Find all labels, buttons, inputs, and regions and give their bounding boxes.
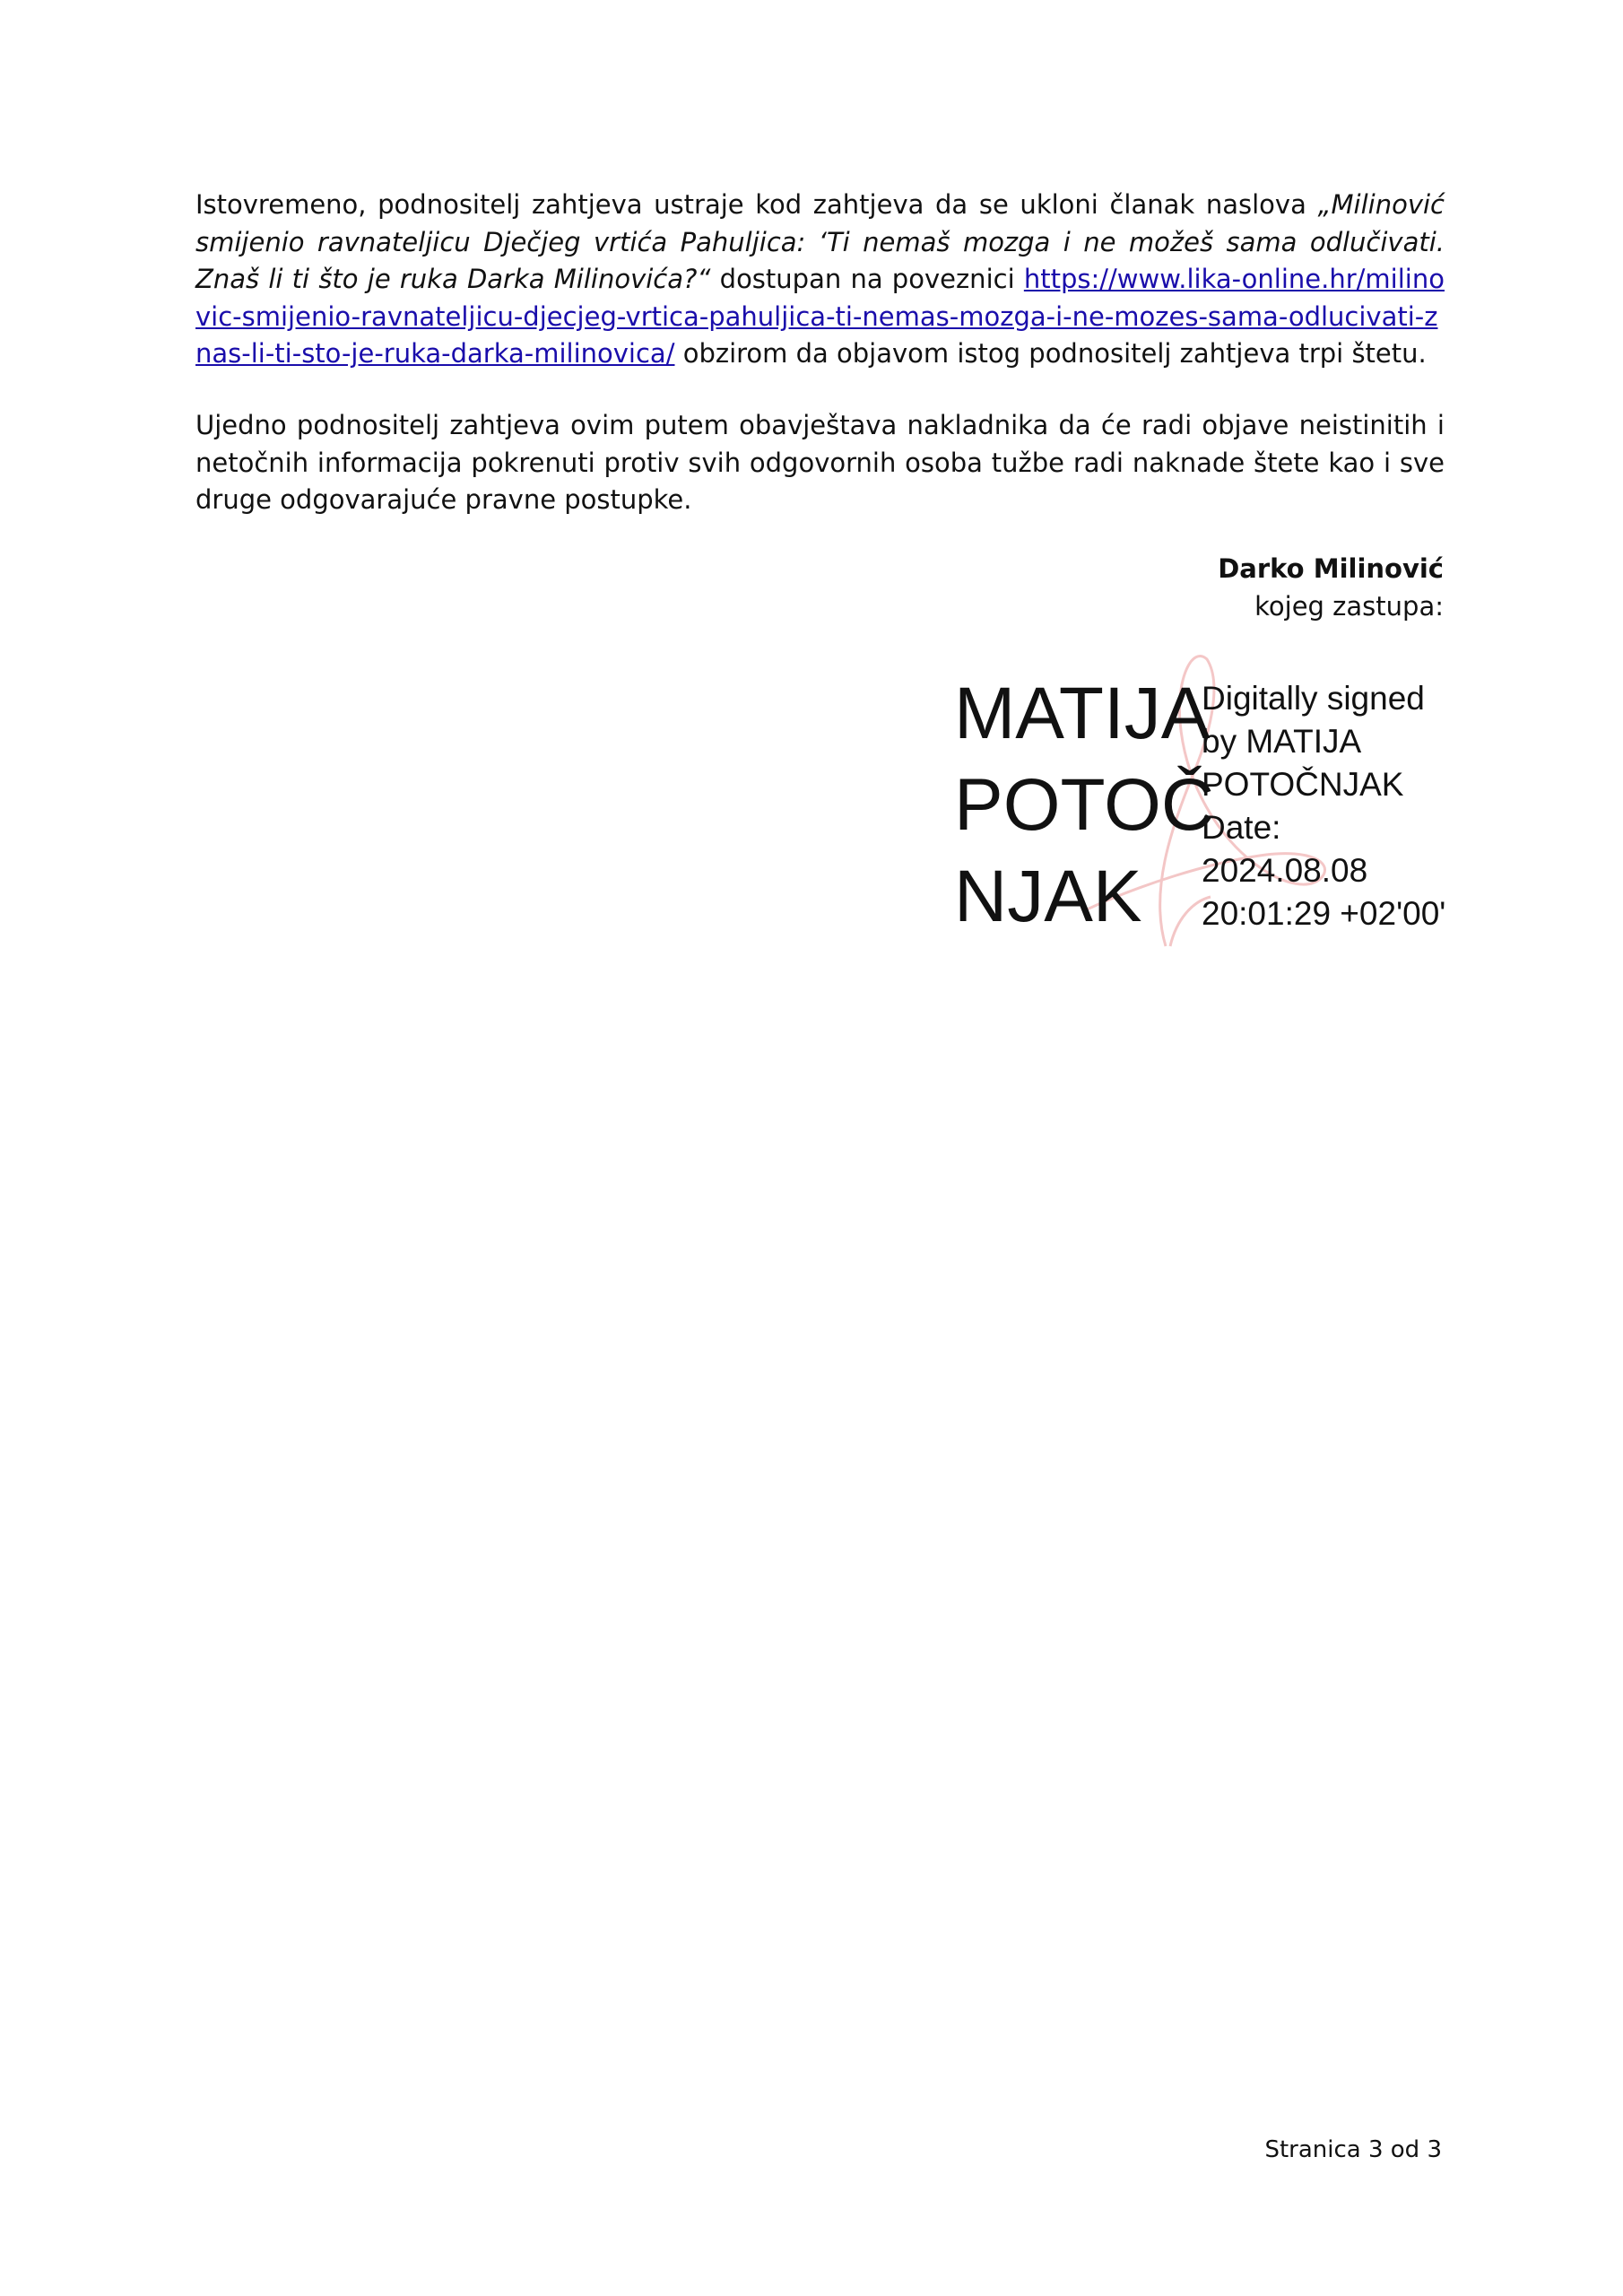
- signer-name-line-1: MATIJA: [954, 673, 1211, 754]
- link-lead-text: dostupan na poveznici: [710, 264, 1024, 294]
- signature-detail-line-2: by MATIJA: [1202, 723, 1362, 760]
- paragraph-request-removal: [195, 187, 1445, 373]
- signature-detail-line-4: Date:: [1202, 809, 1281, 846]
- digital-signature-block: [942, 650, 1453, 964]
- page-number-footer: Stranica 3 od 3: [1264, 2136, 1442, 2163]
- signatory-name: Darko Milinović: [1218, 553, 1444, 584]
- signature-detail-line-3: POTOČNJAK: [1202, 766, 1404, 803]
- signature-date: 2024.08.08: [1202, 852, 1368, 889]
- signer-name-line-2: POTOČ: [954, 764, 1215, 846]
- article-title: „Milinović smijenio ravnateljicu Dječjeg vrtića Pahuljica: ‘Ti nemaš mozga i ne možeš sama odlučivati. Znaš li ti što je ruka Darka Milinovića?“: [195, 189, 1445, 294]
- signature-detail-line-1: Digitally signed: [1202, 680, 1425, 717]
- paragraph-legal-notice: Ujedno podnositelj zahtjeva ovim putem obavještava nakladnika da će radi objave neistinitih i netočnih informacija pokrenuti protiv svih odgovornih osoba tužbe radi naknade štete kao i sve druge odgovarajuće pravne postupke.: [195, 410, 1445, 515]
- paragraph-intro-text: Istovremeno, podnositelj zahtjeva ustraje kod zahtjeva da se ukloni članak naslova: [195, 189, 1318, 220]
- signature-time: 20:01:29 +02'00': [1202, 895, 1446, 932]
- signer-name-line-3: NJAK: [954, 856, 1142, 937]
- paragraph-tail-text: obzirom da objavom istog podnositelj zahtjeva trpi štetu.: [674, 338, 1427, 369]
- signature-details: [1202, 677, 1445, 935]
- article-link[interactable]: https://www.lika-online.hr/milinovic-smijenio-ravnateljicu-djecjeg-vrtica-pahuljica-ti-nemas-mozga-i-ne-mozes-sama-odlucivati-znas-li-ti-sto-je-ruka-darka-milinovica/: [195, 264, 1445, 369]
- represented-by-label: kojeg zastupa:: [1254, 591, 1444, 622]
- signer-name-large: [954, 668, 1214, 943]
